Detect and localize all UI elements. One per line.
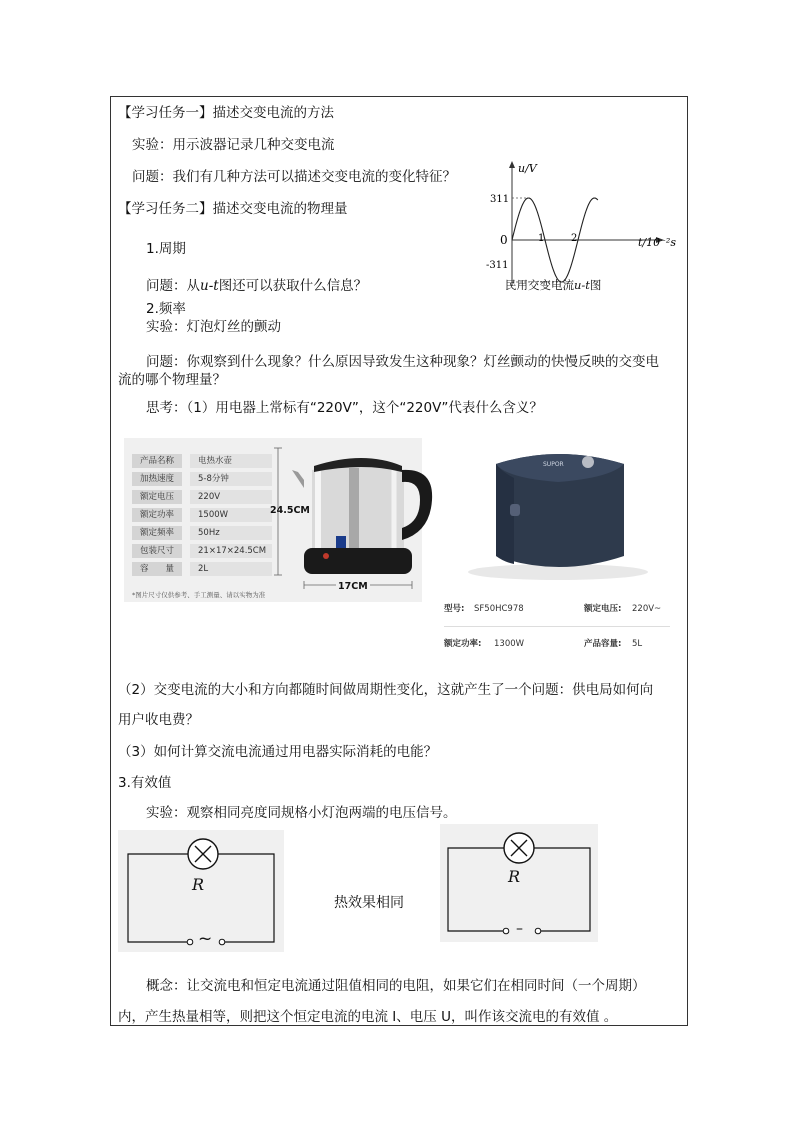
x-axis-label: t/10⁻²s xyxy=(638,236,676,249)
dc-resistor-label: R xyxy=(508,867,521,886)
task2-title: 【学习任务二】描述交变电流的物理量 xyxy=(118,201,348,217)
kettle-spec-key: 产品名称 xyxy=(132,454,182,468)
freq-heading: 2.频率 xyxy=(146,301,186,317)
ac-resistor-label: R xyxy=(192,875,205,894)
q1-text: 问题：我们有几种方法可以描述交变电流的变化特征？ xyxy=(132,169,456,185)
kettle-spec-key: 容 量 xyxy=(132,562,182,576)
dc-terminal-left xyxy=(503,928,509,934)
kettle-spec-key: 额定电压 xyxy=(132,490,182,504)
period-heading: 1.周期 xyxy=(146,241,186,257)
cooker-power-key: 额定功率: xyxy=(444,639,482,649)
kettle-width-label: 17CM xyxy=(336,578,370,596)
ac-source-icon: ~ xyxy=(198,929,213,949)
kettle-spec-value: 5-8分钟 xyxy=(190,472,272,486)
kettle-spec-value: 50Hz xyxy=(190,526,272,540)
kettle-note: *图片尺寸仅供参考、手工测量、请以实物为准 xyxy=(132,591,266,599)
ac-circuit-diagram xyxy=(118,830,284,952)
dc-circuit-diagram xyxy=(440,824,598,942)
graph-caption-suffix: 图 xyxy=(589,278,602,292)
kettle-product-image xyxy=(124,438,422,602)
same-heat-label: 热效果相同 xyxy=(334,895,404,911)
kettle-spec-value: 电热水壶 xyxy=(190,454,272,468)
q2-line1: 问题：你观察到什么现象？什么原因导致发生这种现象？灯丝颤动的快慢反映的交变电 xyxy=(146,354,659,370)
kettle-height-label: 24.5CM xyxy=(270,505,310,516)
cooker-divider xyxy=(444,626,670,627)
cooker-brand: SUPOR xyxy=(543,461,564,468)
freq-exp: 实验：灯泡灯丝的颤动 xyxy=(146,319,281,335)
kettle-spec-table xyxy=(124,438,284,588)
x-tick-1-label: 1 xyxy=(538,233,545,244)
p2-line1: （2）交变电流的大小和方向都随时间做周期性变化，这就产生了一个问题：供电局如何向 xyxy=(118,682,654,698)
y-max-label: 311 xyxy=(490,194,510,205)
p2-line2: 用户收电费？ xyxy=(118,712,199,728)
dc-terminal-right xyxy=(535,928,541,934)
y-axis-label: u/V xyxy=(518,162,537,175)
cooker-power-val: 1300W xyxy=(494,639,525,649)
cooker-model-val: SF50HC978 xyxy=(474,604,524,614)
period-question-prefix: 问题：从 xyxy=(146,278,200,294)
cooker-voltage-val: 220V~ xyxy=(632,604,662,614)
concept-line2: 内，产生热量相等，则把这个恒定电流的电流 I、电压 U，叫作该交流电的有效值 。 xyxy=(118,1009,618,1025)
kettle-spec-value: 21×17×24.5CM xyxy=(190,544,272,558)
graph-caption xyxy=(505,276,601,294)
period-question-var: u-t xyxy=(200,278,219,294)
kettle-spec-key: 额定频率 xyxy=(132,526,182,540)
p3-text: （3）如何计算交流电流通过用电器实际消耗的电能？ xyxy=(118,744,438,760)
cooker-model-key: 型号: xyxy=(444,604,465,614)
think-text: 思考：（1）用电器上常标有“220V”，这个“220V”代表什么含义？ xyxy=(146,400,543,416)
cooker-voltage-key: 额定电压: xyxy=(584,604,622,614)
graph-caption-prefix: 民用交变电流 xyxy=(505,278,574,292)
rice-cooker-product-image xyxy=(440,438,676,648)
cooker-cap-key: 产品容量: xyxy=(584,639,622,649)
x-tick-2-label: 2 xyxy=(571,233,578,244)
concept-line1: 概念：让交流电和恒定电流通过阻值相同的电阻，如果它们在相同时间（一个周期） xyxy=(146,978,646,994)
period-question-suffix: 图还可以获取什么信息？ xyxy=(218,278,368,294)
dc-source-icon: – xyxy=(516,921,523,937)
ac-terminal-left xyxy=(187,939,193,945)
kettle-spec-key: 包装尺寸 xyxy=(132,544,182,558)
kettle-spec-key: 额定功率 xyxy=(132,508,182,522)
task1-title: 【学习任务一】描述交变电流的方法 xyxy=(118,105,334,121)
rms-exp: 实验：观察相同亮度同规格小灯泡两端的电压信号。 xyxy=(146,805,457,821)
y-axis-arrow xyxy=(509,161,515,168)
kettle-spec-value: 2L xyxy=(190,562,272,576)
kettle-spec-value: 1500W xyxy=(190,508,272,522)
rms-heading: 3.有效值 xyxy=(118,775,172,791)
graph-caption-var: u-t xyxy=(574,278,590,292)
period-question xyxy=(146,277,367,295)
kettle-spec-key: 加热速度 xyxy=(132,472,182,486)
kettle-spec-value: 220V xyxy=(190,490,272,504)
y-min-label: -311 xyxy=(486,260,509,271)
cooker-cap-val: 5L xyxy=(632,639,643,649)
origin-label: 0 xyxy=(500,233,508,247)
q2-line2: 流的哪个物理量？ xyxy=(118,372,226,388)
exp1-text: 实验：用示波器记录几种交变电流 xyxy=(132,137,335,153)
ac-terminal-right xyxy=(219,939,225,945)
